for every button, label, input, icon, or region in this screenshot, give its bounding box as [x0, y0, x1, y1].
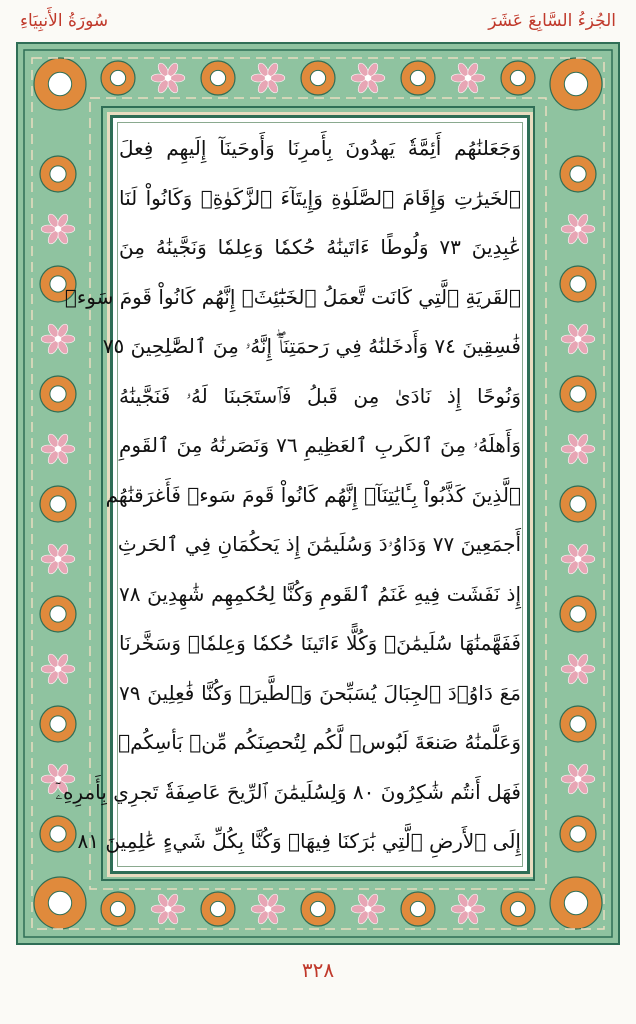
verse-line-8: ٱلَّذِينَ كَذَّبُواْ بِـَٔايَٰتِنَآۚ إِنَّهُم كَانُواْ قَومَ سَوءٖ فَأَغرَقنَٰهُم [105, 482, 521, 507]
verse-line-13: وَعَلَّمنَٰهُ صَنعَةَ لَبُوسٖ لَّكُم لِتُحصِنَكُم مِّنۢ بَأسِكُمۖ [118, 730, 521, 754]
verse-line-10: إِذ نَفَشَت فِيهِ غَنَمُ ٱلقَومِ وَكُنَّا لِحُكمِهِم شَٰهِدِينَ ٧٨ [119, 581, 521, 606]
verse-line-15: إِلَى ٱلأَرضِ ٱلَّتِي بَٰرَكنَا فِيهَاۚ وَكُنَّا بِكُلِّ شَيءٍ عَٰلِمِينَ ٨١ [77, 829, 521, 853]
page-number: ٣٢٨ [301, 958, 335, 982]
verse-line-3: عَٰبِدِينَ ٧٣ وَلُوطًا ءَاتَينَٰهُ حُكمٗا وَعِلمٗا وَنَجَّينَٰهُ مِنَ [119, 235, 521, 259]
verse-line-5: فَٰسِقِينَ ٧٤ وَأَدخَلنَٰهُ فِي رَحمَتِنَآۖ إِنَّهُۥ مِنَ ٱلصَّٰلِحِينَ ٧٥ [102, 334, 521, 358]
verse-lines [55, 128, 522, 861]
verse-line-1: وَجَعَلنَٰهُم أَئِمَّةٗ يَهدُونَ بِأَمرِنَا وَأَوحَينَآ إِلَيهِم فِعلَ [119, 136, 521, 160]
verse-line-4: ٱلقَريَةِ ٱلَّتِي كَانَت تَّعمَلُ ٱلخَبَٰٓئِثَۚ إِنَّهُم كَانُواْ قَومَ سَوءٖ [64, 284, 521, 309]
verse-line-14: فَهَل أَنتُم شَٰكِرُونَ ٨٠ وَلِسُلَيمَٰنَ ٱلرِّيحَ عَاصِفَةٗ تَجرِي بِأَمرِهِۦٓ [55, 779, 521, 804]
verse-line-6: وَنُوحًا إِذ نَادَىٰ مِن قَبلُ فَٱستَجَبنَا لَهُۥ فَنَجَّينَٰهُ [119, 383, 521, 408]
ornamental-frame [16, 42, 620, 945]
verse-line-2: ٱلخَيرَٰتِ وَإِقَامَ ٱلصَّلَوٰةِ وَإِيتَآءَ ٱلزَّكَوٰةِۖ وَكَانُواْ لَنَا [119, 185, 521, 210]
juz-name-header: الجُزءُ السَّابِعَ عَشَرَ [488, 11, 616, 31]
surah-name-header: سُورَةُ الأَنبِيَاءِ [20, 11, 109, 31]
text-panel [55, 115, 530, 874]
verse-line-9: أَجمَعِينَ ٧٧ وَدَاوُۥدَ وَسُلَيمَٰنَ إِذ يَحكُمَانِ فِي ٱلحَرثِ [117, 532, 521, 556]
verse-line-12: مَعَ دَاوُۥدَ ٱلجِبَالَ يُسَبِّحنَ وَٱلطَّيرَۚ وَكُنَّا فَٰعِلِينَ ٧٩ [119, 680, 521, 705]
verse-line-7: وَأَهلَهُۥ مِنَ ٱلكَربِ ٱلعَظِيمِ ٧٦ وَنَصَرنَٰهُ مِنَ ٱلقَومِ [119, 433, 522, 457]
verse-line-11: فَفَهَّمنَٰهَا سُلَيمَٰنَۚ وَكُلًّا ءَاتَينَا حُكمٗا وَعِلمٗاۚ وَسَخَّرنَا [119, 631, 521, 655]
